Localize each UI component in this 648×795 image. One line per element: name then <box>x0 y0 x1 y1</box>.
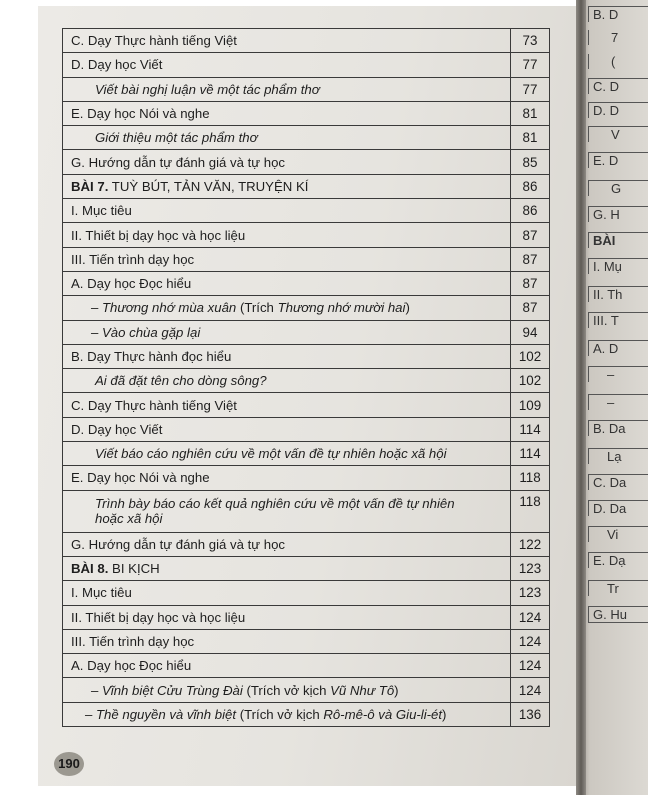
toc-row <box>63 556 550 580</box>
adjacent-page-fragment: V <box>588 126 648 142</box>
lesson-label: BÀI 8. <box>71 561 109 577</box>
toc-row <box>63 466 550 490</box>
toc-page: 87 <box>511 247 550 271</box>
adjacent-page-fragment: I. Mụ <box>588 258 648 274</box>
toc-title: Ai đã đặt tên cho dòng sông? <box>63 369 511 393</box>
toc-row <box>63 490 550 532</box>
adjacent-page-fragment: D. Da <box>588 500 648 516</box>
toc-row <box>63 77 550 101</box>
toc-page: 77 <box>511 53 550 77</box>
toc-page: 124 <box>511 654 550 678</box>
work-title: – Thề nguyền và vĩnh biệt <box>85 706 237 722</box>
adjacent-page-fragment: D. D <box>588 102 648 118</box>
adjacent-page-fragment: Tr <box>588 580 648 596</box>
adjacent-page-fragment: BÀI <box>588 232 648 248</box>
book-gutter <box>576 0 586 795</box>
adjacent-page <box>582 0 648 795</box>
toc-title: I. Mục tiêu <box>63 581 511 605</box>
table-of-contents <box>62 28 550 727</box>
toc-title: B. Dạy Thực hành đọc hiểu <box>63 344 511 368</box>
work-source-title: Vũ Như Tô <box>330 682 395 698</box>
toc-page: 86 <box>511 199 550 223</box>
toc-row <box>63 393 550 417</box>
toc-title: I. Mục tiêu <box>63 199 511 223</box>
toc-page: 77 <box>511 77 550 101</box>
adjacent-page-fragment: A. D <box>588 340 648 356</box>
adjacent-page-fragment: 7 <box>588 30 648 45</box>
toc-page: 122 <box>511 532 550 556</box>
toc-title: C. Dạy Thực hành tiếng Việt <box>63 393 511 417</box>
adjacent-page-fragment: E. D <box>588 152 648 168</box>
toc-row <box>63 296 550 320</box>
toc-title: II. Thiết bị dạy học và học liệu <box>63 223 511 247</box>
toc-page: 109 <box>511 393 550 417</box>
toc-page: 102 <box>511 369 550 393</box>
toc-title: D. Dạy học Viết <box>63 417 511 441</box>
adjacent-page-fragment: II. Th <box>588 286 648 302</box>
toc-title: Trình bày báo cáo kết quả nghiên cứu về một vấn đề tự nhiên hoặc xã hội <box>63 490 511 532</box>
toc-row <box>63 150 550 174</box>
toc-row <box>63 271 550 295</box>
toc-title: E. Dạy học Nói và nghe <box>63 466 511 490</box>
toc-page: 114 <box>511 417 550 441</box>
toc-row <box>63 223 550 247</box>
adjacent-page-fragment: B. Da <box>588 420 648 436</box>
adjacent-page-fragment: G. Hu <box>588 606 648 623</box>
adjacent-page-fragment: Vi <box>588 526 648 542</box>
toc-title <box>63 556 511 580</box>
toc-page: 73 <box>511 29 550 53</box>
toc-row <box>63 344 550 368</box>
toc-title: C. Dạy Thực hành tiếng Việt <box>63 29 511 53</box>
toc-row <box>63 247 550 271</box>
work-source-close: ) <box>405 300 410 316</box>
toc-title: Giới thiệu một tác phẩm thơ <box>63 126 511 150</box>
work-source: (Trích vở kịch <box>242 682 331 698</box>
toc-page: 118 <box>511 466 550 490</box>
adjacent-page-fragment: C. D <box>588 78 648 94</box>
adjacent-page-fragment: G. H <box>588 206 648 222</box>
lesson-label: BÀI 7. <box>71 178 109 194</box>
toc-page: 114 <box>511 442 550 466</box>
adjacent-page-fragment: E. Dạ <box>588 552 648 568</box>
toc-title: III. Tiến trình dạy học <box>63 629 511 653</box>
work-source-close: ) <box>442 706 447 722</box>
toc-row <box>63 702 550 726</box>
toc-row <box>63 320 550 344</box>
toc-row <box>63 581 550 605</box>
work-title: – Vĩnh biệt Cửu Trùng Đài <box>91 682 243 698</box>
toc-title: G. Hướng dẫn tự đánh giá và tự học <box>63 532 511 556</box>
page-number: 190 <box>54 752 84 776</box>
toc-row <box>63 29 550 53</box>
toc-page: 85 <box>511 150 550 174</box>
toc-page: 136 <box>511 702 550 726</box>
toc-row <box>63 442 550 466</box>
toc-page: 124 <box>511 605 550 629</box>
toc-row <box>63 654 550 678</box>
work-source: (Trích vở kịch <box>236 706 324 722</box>
adjacent-page-fragment: C. Da <box>588 474 648 490</box>
toc-row <box>63 369 550 393</box>
work-source: (Trích <box>236 300 278 316</box>
adjacent-page-fragment: ( <box>588 54 648 69</box>
adjacent-page-fragment: B. D <box>588 6 648 22</box>
toc-row <box>63 53 550 77</box>
toc-title: II. Thiết bị dạy học và học liệu <box>63 605 511 629</box>
toc-page: 123 <box>511 581 550 605</box>
toc-title: A. Dạy học Đọc hiểu <box>63 654 511 678</box>
toc-title: – Vào chùa gặp lại <box>63 320 511 344</box>
adjacent-page-fragment: III. T <box>588 312 648 328</box>
toc-title: E. Dạy học Nói và nghe <box>63 101 511 125</box>
toc-row <box>63 605 550 629</box>
toc-title: G. Hướng dẫn tự đánh giá và tự học <box>63 150 511 174</box>
toc-title <box>63 174 511 198</box>
work-source-title: Rô-mê-ô và Giu-li-ét <box>323 706 443 722</box>
toc-title: D. Dạy học Viết <box>63 53 511 77</box>
toc-row <box>63 417 550 441</box>
lesson-title: TUỲ BÚT, TẢN VĂN, TRUYỆN KÍ <box>108 178 309 194</box>
work-source-close: ) <box>394 682 399 698</box>
toc-title: Viết bài nghị luận về một tác phẩm thơ <box>63 77 511 101</box>
adjacent-page-fragment: G <box>588 180 648 196</box>
adjacent-page-fragment: – <box>588 366 648 382</box>
toc-title <box>63 296 511 320</box>
toc-page: 87 <box>511 271 550 295</box>
toc-page: 123 <box>511 556 550 580</box>
toc-title <box>63 678 511 702</box>
toc-page: 118 <box>511 490 550 532</box>
adjacent-page-fragment: Lạ <box>588 448 648 464</box>
toc-row <box>63 126 550 150</box>
toc-title: A. Dạy học Đọc hiểu <box>63 271 511 295</box>
work-source-title: Thương nhớ mười hai <box>277 300 406 316</box>
toc-page: 86 <box>511 174 550 198</box>
toc-page: 102 <box>511 344 550 368</box>
toc-page: 81 <box>511 126 550 150</box>
toc-page: 94 <box>511 320 550 344</box>
toc-page: 124 <box>511 629 550 653</box>
toc-row <box>63 174 550 198</box>
toc-row <box>63 101 550 125</box>
toc-title: III. Tiến trình dạy học <box>63 247 511 271</box>
toc-title: Viết báo cáo nghiên cứu về một vấn đề tự nhiên hoặc xã hội <box>63 442 511 466</box>
adjacent-page-fragment: – <box>588 394 648 410</box>
toc-title <box>63 702 511 726</box>
toc-row <box>63 629 550 653</box>
toc-row <box>63 678 550 702</box>
toc-page: 81 <box>511 101 550 125</box>
toc-page: 87 <box>511 223 550 247</box>
toc-page: 87 <box>511 296 550 320</box>
work-title: – Thương nhớ mùa xuân <box>91 300 237 316</box>
toc-row <box>63 532 550 556</box>
toc-row <box>63 199 550 223</box>
lesson-title: BI KỊCH <box>108 561 160 577</box>
toc-page: 124 <box>511 678 550 702</box>
